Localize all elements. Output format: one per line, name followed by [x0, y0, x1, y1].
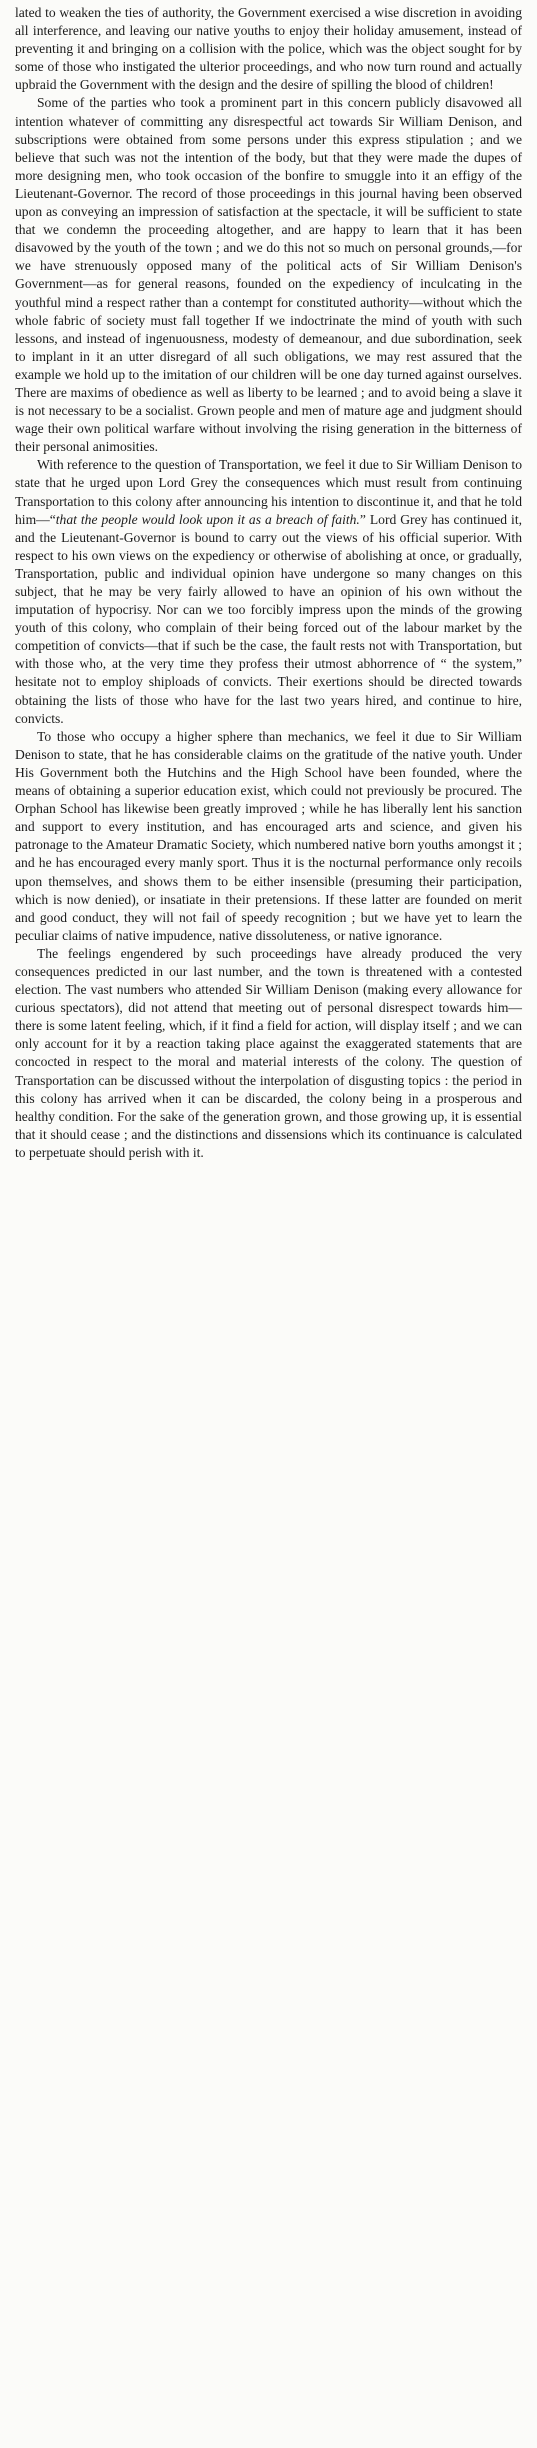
- paragraph-3-text-after-quote: ” Lord Grey has continued it, and the Lieutenant-Governor is bound to carry out the views of his official superior. With respect to his own views on the expediency or otherwise of abolishing at once, or gradually, Transportation, public and individual opinion have undergone so many changes on this subject, that he may be very fairly allowed to have an opinion of his own without the imputation of hypocrisy. Nor can we too forcibly impress upon the minds of the growing youth of this colony, who complain of their being forced out of the labour market by the competition of convicts—that if such be the case, the fault rests not with Transportation, but with those who, at the very time they profess their utmost abhorrence of “ the system,” hesitate not to employ shiploads of convicts. Their exertions should be directed towards obtaining the lists of those who have for the last two years hired, and continue to hire, convicts.: [15, 511, 522, 726]
- paragraph-3-quote: that the people would look upon it as a breach of faith.: [55, 511, 360, 527]
- paragraph-4: To those who occupy a higher sphere than mechanics, we feel it due to Sir William Denison to state, that he has considerable claims on the gratitude of the native youth. Under His Government both the Hutchins and the High School have been founded, where the means of obtaining a superior education exist, which could not previously be procured. The Orphan School has likewise been greatly improved ; while he has liberally lent his sanction and support to every institution, and has encouraged arts and science, and given his patronage to the Amateur Dramatic Society, which numbered native born youths amongst it ; and he has encouraged every manly sport. Thus it is the nocturnal performance only recoils upon themselves, and shows them to be either insensible (presuming their participation, which is now denied), or insatiate in their pretensions. If these latter are founded on merit and good conduct, they will not fail of speedy recognition ; but we have yet to learn the peculiar claims of native impudence, native dissoluteness, or native ignorance.: [15, 728, 522, 943]
- paragraph-3-text-before-quote: With reference to the question of Transportation, we feel it due to Sir William Denison to state that he urged upon Lord Grey the consequences which must result from continuing Transportation to this colony after announcing his intention to discontinue it, and that he told him—“: [15, 457, 522, 527]
- article-column: [15, 4, 522, 1162]
- paragraph-1: lated to weaken the ties of authority, the Government exercised a wise discretion in avoiding all interference, and leaving our native youths to enjoy their holiday amusement, instead of preventing it and bringing on a collision with the police, which was the object sought for by some of those who instigated the ulterior proceedings, and who now turn round and actually upbraid the Government with the design and the desire of spilling the blood of children!: [15, 5, 522, 93]
- paragraph-5: The feelings engendered by such proceedings have already produced the very consequences predicted in our last number, and the town is threatened with a contested election. The vast numbers who attended Sir William Denison (making every allowance for curious spectators), did not attend that meeting out of personal disrespect towards him—there is some latent feeling, which, if it find a field for action, will display itself ; and we can only account for it by a reaction taking place against the exaggerated statements that are concocted in respect to the moral and material interests of the colony. The question of Transportation can be discussed without the interpolation of disgusting topics : the period in this colony has arrived when it can be discarded, the colony being in a prosperous and healthy condition. For the sake of the generation grown, and those growing up, it is essential that it should cease ; and the distinctions and dissensions which its continuance is calculated to perpetuate should perish with it.: [15, 945, 522, 1160]
- paragraph-2: Some of the parties who took a prominent part in this concern publicly disavowed all intention whatever of committing any disrespectful act towards Sir William Denison, and subscriptions were obtained from some persons under this express stipulation ; and we believe that such was not the intention of the body, but that they were made the dupes of more designing men, who took occasion of the bonfire to smuggle into it an effigy of the Lieutenant-Governor. The record of those proceedings in this journal having been observed upon as conveying an impression of satisfaction at the spectacle, it will be sufficient to state that we condemn the proceeding altogether, and are happy to learn that it has been disavowed by the youth of the town ; and we do this not so much on personal grounds,—for we have strenuously opposed many of the political acts of Sir William Denison's Government—as for general reasons, founded on the expediency of inculcating in the youthful mind a respect rather than a contempt for constituted authority—without which the whole fabric of society must fall together If we indoctrinate the mind of youth with such lessons, and instead of ingenuousness, modesty of demeanour, and due subordination, seek to implant in it an utter disregard of all such obligations, we may rest assured that the example we hold up to the imitation of our children will be one day turned against ourselves. There are maxims of obedience as well as liberty to be learned ; and to avoid being a slave it is not necessary to be a socialist. Grown people and men of mature age and judgment should wage their own political warfare without involving the rising generation in the bitterness of their personal animosities.: [15, 95, 522, 455]
- paragraph-3: [15, 456, 522, 727]
